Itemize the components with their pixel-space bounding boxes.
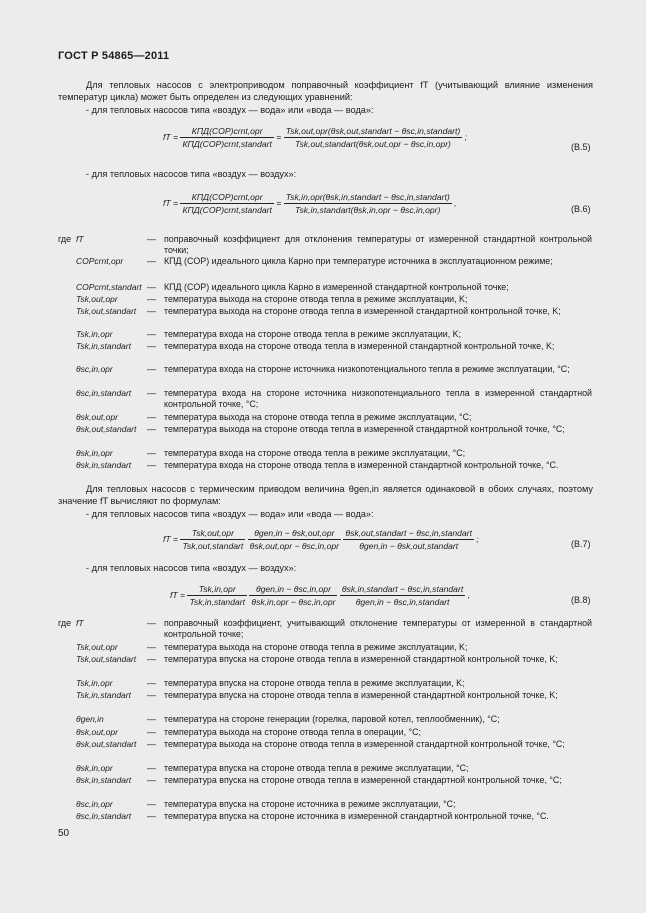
eq-b8-f1-num: Tsk,in,opr	[187, 584, 247, 596]
definition-text: КПД (COP) идеального цикла Карно в измеренной стандартной контрольной точке;	[164, 282, 509, 292]
definition-text: температура впуска на стороне отвода тепла в режиме эксплуатации, °С;	[164, 763, 469, 773]
definition-dash: —	[147, 727, 156, 737]
definition-symbol: fT	[76, 234, 84, 244]
eq-b8-lhs: fT =	[170, 589, 186, 600]
definition-text: температура входа на стороне источника низкопотенциального тепла в режиме эксплуатации, °С;	[164, 364, 570, 374]
definition-dash: —	[147, 642, 156, 652]
eq-b5-fraction-1	[180, 126, 273, 149]
eq-b8-tail: ,	[467, 589, 470, 600]
definition-dash: —	[147, 775, 156, 785]
definition-dash: —	[147, 448, 156, 458]
definition-symbol: θsc,in,standart	[76, 811, 132, 821]
definition-dash: —	[147, 256, 156, 266]
definition-symbol: Tsk,in,standart	[76, 341, 131, 351]
eq-b6-number: (B.6)	[571, 204, 591, 214]
definition-symbol: COPcrnt,opr	[76, 256, 124, 266]
eq-b8-fraction-1	[187, 584, 247, 607]
definition-dash: —	[147, 460, 156, 470]
definition-text: температура выхода на стороне отвода тепла в режиме эксплуатации, °С;	[164, 412, 472, 422]
definition-text: температура выхода на стороне отвода тепла в режиме эксплуатации, K;	[164, 642, 468, 652]
definition-symbol: Tsk,in,opr	[76, 329, 113, 339]
defs2-where: где	[58, 618, 72, 628]
eq-b5-number: (B.5)	[571, 142, 591, 152]
definition-text: температура выхода на стороне отвода тепла в операции, °С;	[164, 727, 421, 737]
definition-text: температура выхода на стороне отвода тепла в измеренной стандартной контрольной точке, °С;	[164, 739, 565, 749]
intro-paragraph: Для тепловых насосов с электроприводом поправочный коэффициент fT (учитывающий влияние изменения температур цикла) может быть определен из следующих уравнений:	[58, 80, 593, 102]
definition-symbol: θsc,in,opr	[76, 364, 113, 374]
eq-b7-fraction-3	[343, 528, 474, 551]
definition-text: температура впуска на стороне источника в измеренной стандартной контрольной точке, °С.	[164, 811, 549, 821]
eq-b6-f1-num: КПД(COP)crnt,opr	[180, 192, 273, 204]
definition-text: КПД (COP) идеального цикла Карно при температуре источника в эксплуатационном режиме;	[164, 256, 553, 266]
definition-text: температура впуска на стороне отвода тепла в измеренной стандартной контрольной точке, K;	[164, 690, 558, 700]
equation-b8	[170, 584, 470, 607]
definition-dash: —	[147, 424, 156, 434]
definition-symbol: θsc,in,opr	[76, 799, 113, 809]
eq-b7-f2-num: θgen,in − θsk,out,opr	[248, 528, 341, 540]
definition-dash: —	[147, 690, 156, 700]
eq-b6-lhs: fT =	[163, 197, 179, 208]
definition-text: температура впуска на стороне источника в режиме эксплуатации, °С;	[164, 799, 456, 809]
definition-text: температура входа на стороне источника низкопотенциального тепла в измеренной стандартной контрольной точке, °С;	[164, 388, 592, 409]
defs1-where: где	[58, 234, 72, 244]
definition-text: температура входа на стороне отвода тепла в измеренной стандартной контрольной точке, °С.	[164, 460, 559, 470]
eq-b7-number: (B.7)	[571, 539, 591, 549]
equation-b5: fT = $\frac{\text{КПД(COP)crnt,opr}}{\text{КПД(COP)crnt,standart}}$ = $\frac{\text{Tsk,out,opr(θsk,out,standart − θsc,in,standart)}}{\text{Tsk,out,standart(θsk,out,opr − θsc,in,opr)}}$ ;	[163, 126, 468, 149]
definition-text: температура входа на стороне отвода тепла в режиме эксплуатации, K;	[164, 329, 462, 339]
eq-b5-f1-num: КПД(COP)crnt,opr	[180, 126, 273, 138]
definition-text: температура впуска на стороне отвода тепла в измеренной стандартной контрольной точке, K;	[164, 654, 558, 664]
definition-symbol: fT	[76, 618, 84, 628]
definition-dash: —	[147, 739, 156, 749]
definition-symbol: θgen,in	[76, 714, 104, 724]
definition-symbol: θsk,out,opr	[76, 727, 118, 737]
eq-b7-f2-den: θsk,out,opr − θsc,in,opr	[249, 541, 339, 551]
eq-b6-f1-den: КПД(COP)crnt,standart	[182, 205, 272, 215]
definition-text: температура выхода на стороне отвода тепла в измеренной стандартной контрольной точке, K;	[164, 306, 561, 316]
eq-b7-fraction-2	[248, 528, 341, 551]
definition-dash: —	[147, 412, 156, 422]
definition-text: температура выхода на стороне отвода тепла в режиме эксплуатации, K;	[164, 294, 468, 304]
definition-symbol: θsk,in,opr	[76, 448, 113, 458]
definition-text: температура впуска на стороне отвода тепла в измеренной стандартной контрольной точке, °С;	[164, 775, 562, 785]
definition-symbol: Tsk,in,standart	[76, 690, 131, 700]
eq-b8-f2-num: θgen,in − θsc,in,opr	[249, 584, 337, 596]
definition-dash: —	[147, 329, 156, 339]
definition-symbol: COPcrnt,standart	[76, 282, 142, 292]
eq-b8-f3-den: θgen,in − θsc,in,standart	[355, 597, 450, 607]
definition-text: поправочный коэффициент, учитывающий отклонение температуры от измеренной в стандартной контрольной точке;	[164, 618, 592, 639]
definition-dash: —	[147, 763, 156, 773]
definition-dash: —	[147, 799, 156, 809]
definition-symbol: θsk,out,standart	[76, 424, 137, 434]
eq-b8-f3-num: θsk,in,standart − θsc,in,standart	[341, 584, 464, 594]
definition-dash: —	[147, 618, 156, 628]
eq-b8-fraction-2	[249, 584, 337, 607]
mid-case-air: - для тепловых насосов типа «воздух — воздух»:	[86, 563, 297, 573]
definition-dash: —	[147, 234, 156, 244]
definition-symbol: Tsk,in,opr	[76, 678, 113, 688]
definition-text: температура на стороне генерации (горелка, паровой котел, теплообменник), °С;	[164, 714, 500, 724]
definition-text: температура входа на стороне отвода тепла в режиме эксплуатации, °С;	[164, 448, 466, 458]
eq-b6-fraction-2	[284, 192, 452, 215]
definition-symbol: θsk,in,standart	[76, 775, 132, 785]
eq-b5-fraction-2	[284, 126, 463, 149]
definition-dash: —	[147, 388, 156, 398]
mid-case-water: - для тепловых насосов типа «воздух — вода» или «вода — вода»:	[86, 509, 374, 519]
definition-symbol: θsk,in,opr	[76, 763, 113, 773]
eq-b8-f2-den: θsk,in,opr − θsc,in,opr	[251, 597, 336, 607]
definition-dash: —	[147, 341, 156, 351]
eq-b6-f2-den: Tsk,in,standart(θsk,in,opr − θsc,in,opr)	[295, 205, 441, 215]
definition-dash: —	[147, 811, 156, 821]
definition-dash: —	[147, 306, 156, 316]
eq-b6-fraction-1	[180, 192, 273, 215]
equation-b6: fT = $\frac{\text{КПД(COP)crnt,opr}}{\text{КПД(COP)crnt,standart}}$ = $\frac{\text{Tsk,in,opr(θsk,in,standart − θsc,in,standart)}}{\text{Tsk,in,standart(θsk,in,opr − θsc,in,opr)}}$ ,	[163, 192, 457, 215]
eq-b6-f2-num: Tsk,in,opr(θsk,in,standart − θsc,in,standart)	[285, 192, 450, 202]
eq-b7-f3-den: θgen,in − θsk,out,standart	[359, 541, 459, 551]
eq-b6-tail: ,	[454, 197, 457, 208]
definition-symbol: θsk,out,opr	[76, 412, 118, 422]
definition-symbol: θsk,out,standart	[76, 739, 137, 749]
eq-b5-lhs: fT =	[163, 131, 179, 142]
definition-dash: —	[147, 294, 156, 304]
eq-b5-f1-den: КПД(COP)crnt,standart	[182, 139, 272, 149]
equation-b7	[163, 528, 479, 551]
page-number: 50	[58, 828, 70, 839]
eq-b7-lhs: fT =	[163, 533, 179, 544]
eq-b8-number: (B.8)	[571, 595, 591, 605]
document-header: ГОСТ Р 54865—2011	[58, 50, 170, 62]
eq-b5-tail: ;	[464, 131, 468, 142]
definition-symbol: Tsk,out,opr	[76, 294, 118, 304]
eq-b7-f1-den: Tsk,out,standart	[182, 541, 244, 551]
definition-symbol: Tsk,out,opr	[76, 642, 118, 652]
definition-symbol: Tsk,out,standart	[76, 306, 137, 316]
definition-symbol: θsc,in,standart	[76, 388, 132, 398]
eq-b7-f1-num: Tsk,out,opr	[180, 528, 245, 540]
eq-b8-fraction-3	[340, 584, 465, 607]
intro-case-water: - для тепловых насосов типа «воздух — вода» или «вода — вода»:	[86, 105, 374, 115]
eq-b7-fraction-1	[180, 528, 245, 551]
definition-dash: —	[147, 364, 156, 374]
eq-b7-f3-num: θsk,out,standart − θsc,in,standart	[345, 528, 472, 538]
definition-text: температура выхода на стороне отвода тепла в измеренной стандартной контрольной точке, °С;	[164, 424, 565, 434]
eq-b5-f2-num: Tsk,out,opr(θsk,out,standart − θsc,in,standart)	[285, 126, 461, 136]
definition-dash: —	[147, 654, 156, 664]
definition-symbol: θsk,in,standart	[76, 460, 132, 470]
eq-b5-f2-den: Tsk,out,standart(θsk,out,opr − θsc,in,opr)	[295, 139, 451, 149]
definition-text: температура впуска на стороне отвода тепла в режиме эксплуатации, K;	[164, 678, 465, 688]
definition-dash: —	[147, 678, 156, 688]
definition-dash: —	[147, 282, 156, 292]
definition-text: температура входа на стороне отвода тепла в измеренной стандартной контрольной точке, K;	[164, 341, 555, 351]
eq-b7-tail: ;	[476, 533, 479, 544]
mid-paragraph: Для тепловых насосов с термическим приводом величина θgen,in является одинаковой в обоих случаях, поэтому значение fT вычисляют по формулам:	[58, 484, 593, 506]
definition-symbol: Tsk,out,standart	[76, 654, 137, 664]
definition-text: поправочный коэффициент для отклонения температуры от измеренной стандартной контрольной точки;	[164, 234, 592, 255]
intro-case-air: - для тепловых насосов типа «воздух — воздух»:	[86, 169, 297, 179]
eq-b8-f1-den: Tsk,in,standart	[189, 597, 246, 607]
definition-dash: —	[147, 714, 156, 724]
